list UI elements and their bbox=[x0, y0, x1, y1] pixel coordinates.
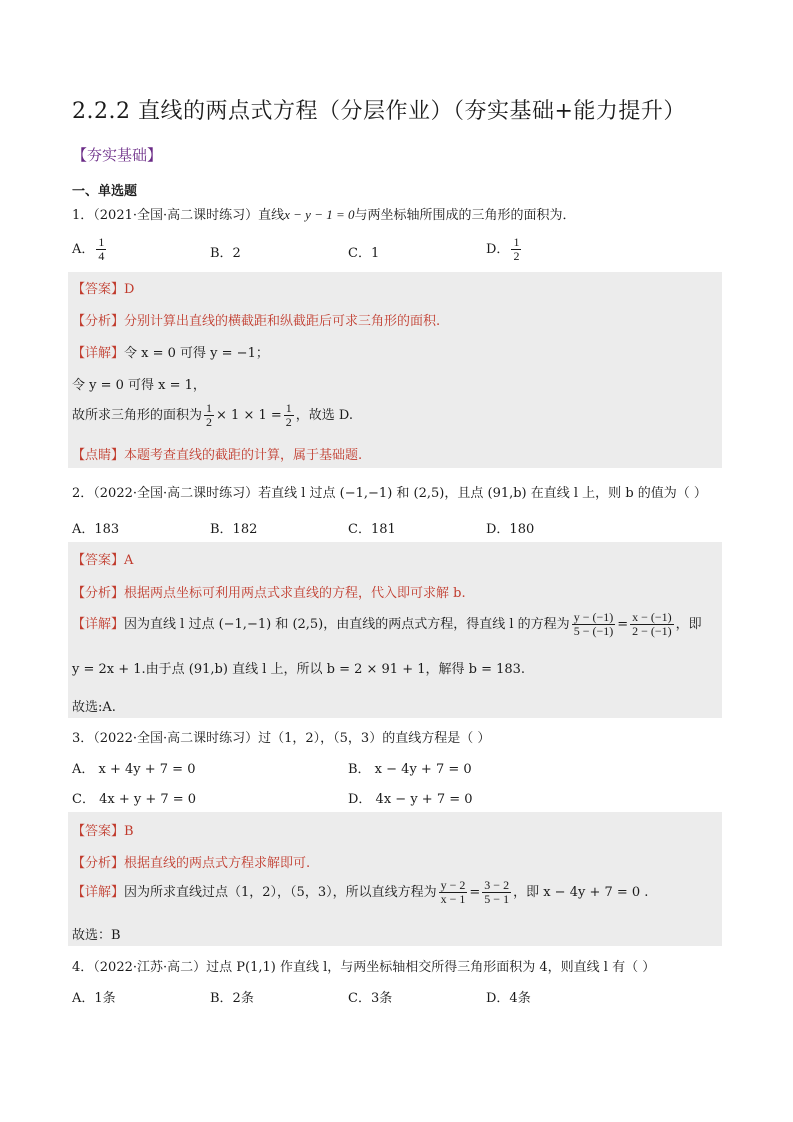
question-1-option-c: C．1 bbox=[348, 246, 380, 261]
question-2-option-b: B．182 bbox=[210, 522, 258, 537]
detail-line-1-suffix: ，即 x − 4y + 7 = 0 . bbox=[513, 885, 649, 900]
answer-tag: 【答案】 bbox=[72, 282, 125, 297]
detail-line-3-prefix: 故所求三角形的面积为 bbox=[72, 408, 203, 423]
question-2-analysis bbox=[72, 582, 466, 601]
question-4-option-c: C．3条 bbox=[348, 991, 393, 1006]
analysis-tag: 【分析】 bbox=[72, 314, 125, 329]
detail-line-3 bbox=[72, 402, 353, 429]
comment-tag: 【点睛】 bbox=[72, 448, 125, 463]
question-1-stem-suffix: 与两坐标轴所围成的三角形的面积为． bbox=[354, 208, 576, 223]
analysis-text: 根据两点坐标可利用两点式求直线的方程，代入即可求解 b. bbox=[124, 586, 466, 601]
analysis-tag: 【分析】 bbox=[72, 856, 125, 871]
question-3-option-b: B． x − 4y + 7 = 0 bbox=[348, 762, 472, 777]
section-tag: 【夯实基础】 bbox=[72, 146, 163, 164]
question-2-detail-line-3: 故选:A. bbox=[72, 700, 116, 715]
analysis-text: 分别计算出直线的横截距和纵截距后可求三角形的面积. bbox=[124, 314, 441, 329]
question-3-option-c: C． 4x + y + 7 = 0 bbox=[72, 792, 197, 807]
detail-line-1: 因为所求直线过点（1，2），（5，3），所以直线方程为 bbox=[124, 885, 437, 900]
question-2-option-c: C．181 bbox=[348, 522, 396, 537]
detail-line-3-suffix: ，故选 D. bbox=[295, 408, 353, 423]
question-3-detail bbox=[72, 879, 648, 906]
detail-tag: 【详解】 bbox=[72, 346, 125, 361]
question-1-equation: x − y − 1 = 0 bbox=[284, 207, 355, 222]
detail-line-1: 因为直线 l 过点 (−1,−1) 和 (2,5)，由直线的两点式方程，得直线 l 的方程为 bbox=[124, 617, 570, 632]
detail-fraction-1: $\frac{y - (-1)}{5 - (-1)}$ bbox=[573, 610, 614, 638]
question-2-stem: 2．（2022·全国·高二课时练习）若直线 l 过点 (−1,−1) 和 (2,5)，且点 (91,b) 在直线 l 上，则 b 的值为（ ） bbox=[72, 486, 707, 501]
question-3-answer bbox=[72, 820, 134, 839]
question-1-solution bbox=[68, 272, 722, 468]
detail-fraction-1: $\frac{y - 2}{x - 1}$ bbox=[440, 878, 466, 906]
question-1-option-a bbox=[72, 236, 108, 263]
question-4-option-d: D．4条 bbox=[486, 991, 531, 1006]
question-1-stem bbox=[72, 204, 576, 223]
question-4-stem: 4．（2022·江苏·高二）过点 P(1,1) 作直线 l，与两坐标轴相交所得三角形面积为 4，则直线 l 有（ ） bbox=[72, 960, 656, 975]
question-1-analysis bbox=[72, 310, 440, 329]
question-1-option-d bbox=[486, 236, 523, 263]
question-4-option-b: B．2条 bbox=[210, 991, 254, 1006]
answer-tag: 【答案】 bbox=[72, 824, 125, 839]
answer-value: D bbox=[124, 282, 135, 297]
analysis-tag: 【分析】 bbox=[72, 586, 125, 601]
option-a-fraction: $\frac{1}{4}$ bbox=[98, 235, 105, 263]
option-d-label: D． bbox=[486, 242, 510, 257]
question-2-answer bbox=[72, 549, 133, 568]
section-heading: 一、单选题 bbox=[72, 184, 138, 199]
option-d-fraction: $\frac{1}{2}$ bbox=[513, 235, 520, 263]
question-2-option-a: A．183 bbox=[72, 522, 120, 537]
answer-value: B bbox=[124, 824, 134, 839]
question-1-answer bbox=[72, 278, 134, 297]
detail-tag: 【详解】 bbox=[72, 617, 125, 632]
question-1-stem-prefix: 1．（2021·全国·高二课时练习）直线 bbox=[72, 208, 285, 223]
question-1-comment bbox=[72, 444, 362, 463]
question-3-analysis bbox=[72, 852, 310, 871]
option-a-label: A． bbox=[72, 242, 95, 257]
detail-fraction-1: $\frac{1}{2}$ bbox=[206, 401, 213, 429]
question-3-stem: 3．（2022·全国·高二课时练习）过（1，2），（5，3）的直线方程是（ ） bbox=[72, 731, 491, 746]
question-2-option-d: D．180 bbox=[486, 522, 535, 537]
question-2-detail-line-2: y = 2x + 1.由于点 (91,b) 直线 l 上，所以 b = 2 × 91 + 1，解得 b = 183. bbox=[72, 662, 526, 677]
question-4-option-a: A．1条 bbox=[72, 991, 116, 1006]
question-1-option-b: B．2 bbox=[210, 246, 241, 261]
analysis-text: 根据直线的两点式方程求解即可. bbox=[124, 856, 311, 871]
detail-tag: 【详解】 bbox=[72, 885, 125, 900]
detail-line-1: 令 x = 0 可得 y = −1； bbox=[124, 346, 269, 361]
detail-fraction-2: $\frac{x - (-1)}{2 - (-1)}$ bbox=[632, 610, 672, 638]
question-3-option-a: A． x + 4y + 7 = 0 bbox=[72, 762, 196, 777]
detail-line-1-suffix: ，即 bbox=[675, 617, 702, 632]
comment-text: 本题考查直线的截距的计算，属于基础题. bbox=[124, 448, 363, 463]
detail-fraction-2: $\frac{1}{2}$ bbox=[285, 401, 292, 429]
detail-equals: = bbox=[617, 617, 629, 632]
detail-equals: = bbox=[469, 885, 481, 900]
page-title: 2.2.2 直线的两点式方程（分层作业）（夯实基础+能力提升） bbox=[72, 99, 686, 124]
question-2-detail bbox=[72, 611, 702, 638]
detail-line-3-mid: × 1 × 1 = bbox=[216, 408, 282, 423]
question-3-option-d: D． 4x − y + 7 = 0 bbox=[348, 792, 473, 807]
detail-line-2: 令 y = 0 可得 x = 1， bbox=[72, 378, 206, 393]
question-3-detail-line-2: 故选：B bbox=[72, 928, 121, 943]
question-1-detail bbox=[72, 342, 269, 361]
answer-value: A bbox=[124, 553, 134, 568]
answer-tag: 【答案】 bbox=[72, 553, 125, 568]
detail-fraction-2: $\frac{3 - 2}{5 - 1}$ bbox=[484, 878, 510, 906]
